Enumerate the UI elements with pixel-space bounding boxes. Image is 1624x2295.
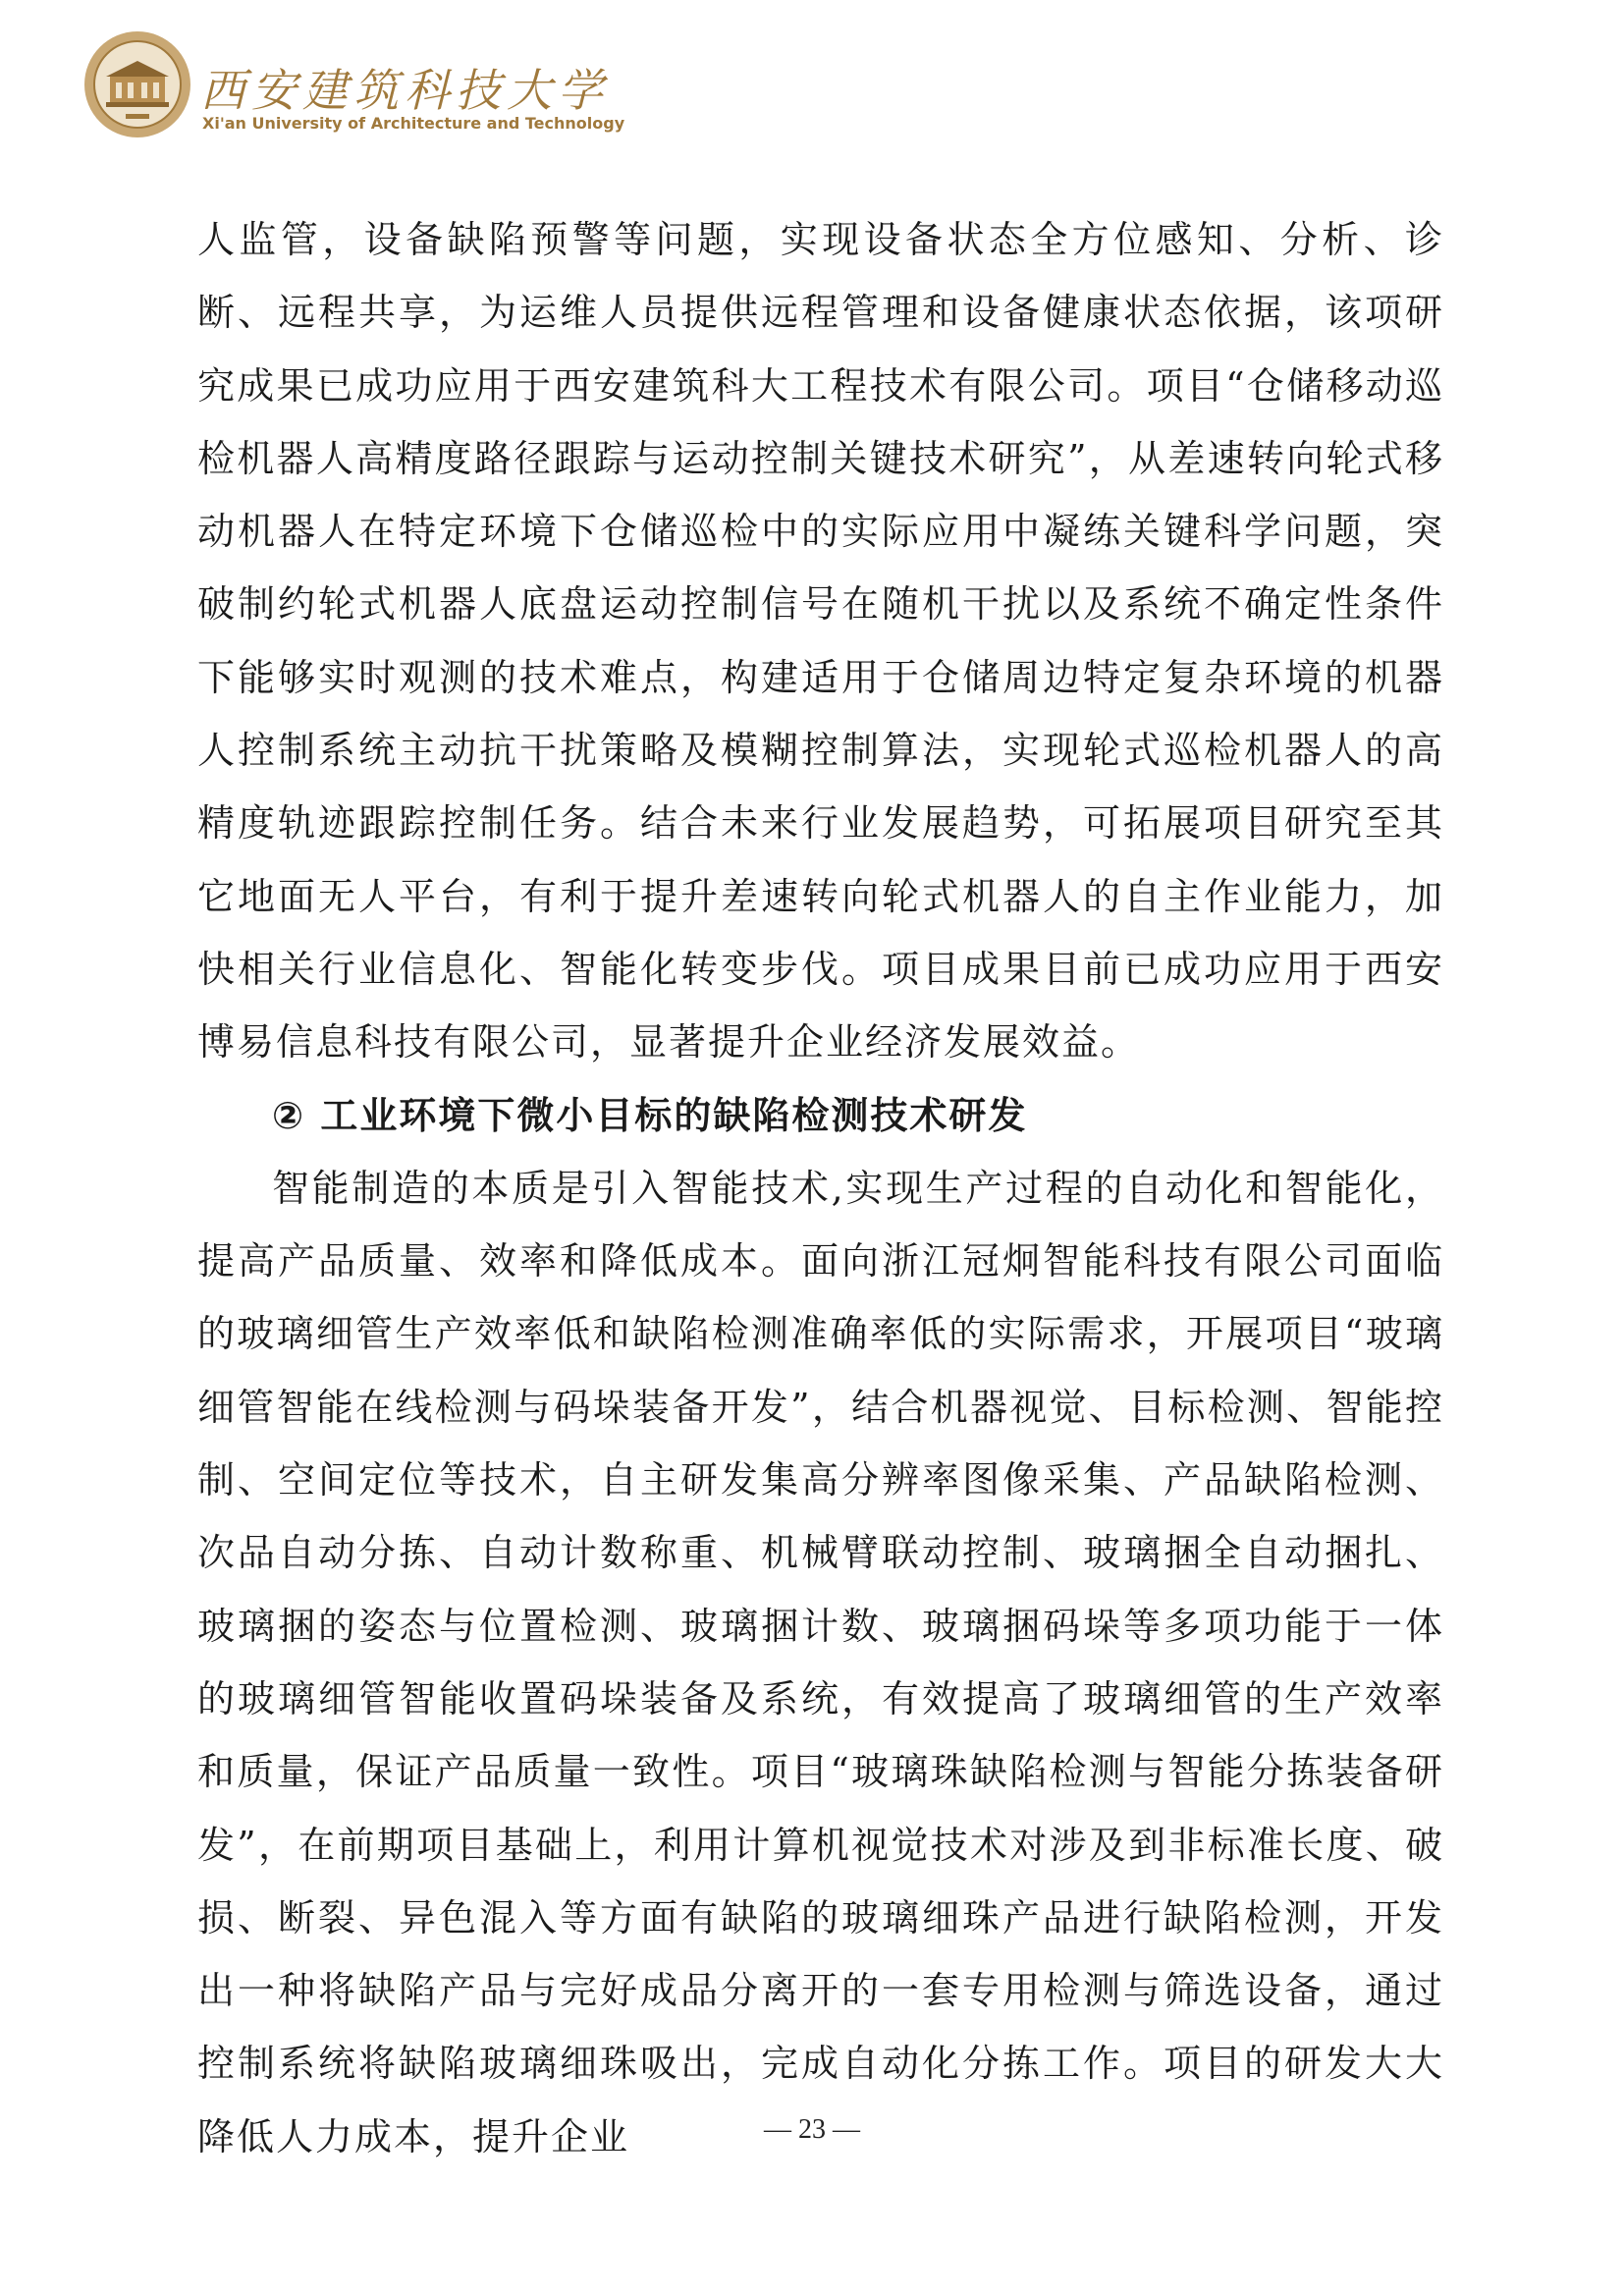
- page-number: — 23 —: [764, 2114, 860, 2145]
- university-seal-icon: [82, 29, 192, 139]
- document-body: [197, 203, 1444, 2173]
- university-name-cn: 西安建筑科技大学: [200, 64, 609, 117]
- university-name-en: Xi'an University of Architecture and Technology: [202, 114, 625, 133]
- body-paragraph: 人监管，设备缺陷预警等问题，实现设备状态全方位感知、分析、诊断、远程共享，为运维人员提供远程管理和设备健康状态依据，该项研究成果已成功应用于西安建筑科大工程技术有限公司。项目“仓储移动巡检机器人高精度路径跟踪与运动控制关键技术研究”，从差速转向轮式移动机器人在特定环境下仓储巡检中的实际应用中凝练关键科学问题，突破制约轮式机器人底盘运动控制信号在随机干扰以及系统不确定性条件下能够实时观测的技术难点，构建适用于仓储周边特定复杂环境的机器人控制系统主动抗干扰策略及模糊控制算法，实现轮式巡检机器人的高精度轨迹跟踪控制任务。结合未来行业发展趋势，可拓展项目研究至其它地面无人平台，有利于提升差速转向轮式机器人的自主作业能力，加快相关行业信息化、智能化转变步伐。项目成果目前已成功应用于西安博易信息科技有限公司，显著提升企业经济发展效益。: [197, 218, 1444, 1065]
- page-header: [82, 29, 632, 157]
- body-paragraph: 智能制造的本质是引入智能技术,实现生产过程的自动化和智能化，提高产品质量、效率和降低成本。面向浙江冠炯智能科技有限公司面临的玻璃细管生产效率低和缺陷检测准确率低的实际需求，开展项目“玻璃细管智能在线检测与码垛装备开发”，结合机器视觉、目标检测、智能控制、空间定位等技术，自主研发集高分辨率图像采集、产品缺陷检测、次品自动分拣、自动计数称重、机械臂联动控制、玻璃捆全自动捆扎、玻璃捆的姿态与位置检测、玻璃捆计数、玻璃捆码垛等多项功能于一体的玻璃细管智能收置码垛装备及系统，有效提高了玻璃细管的生产效率和质量，保证产品质量一致性。项目“玻璃珠缺陷检测与智能分拣装备研发”，在前期项目基础上，利用计算机视觉技术对涉及到非标准长度、破损、断裂、异色混入等方面有缺陷的玻璃细珠产品进行缺陷检测，开发出一种将缺陷产品与完好成品分离开的一套专用检测与筛选设备，通过控制系统将缺陷玻璃细珠吸出，完成自动化分拣工作。项目的研发大大降低人力成本，提升企业: [197, 1166, 1444, 2158]
- section-heading: ② 工业环境下微小目标的缺陷检测技术研发: [272, 1093, 1028, 1137]
